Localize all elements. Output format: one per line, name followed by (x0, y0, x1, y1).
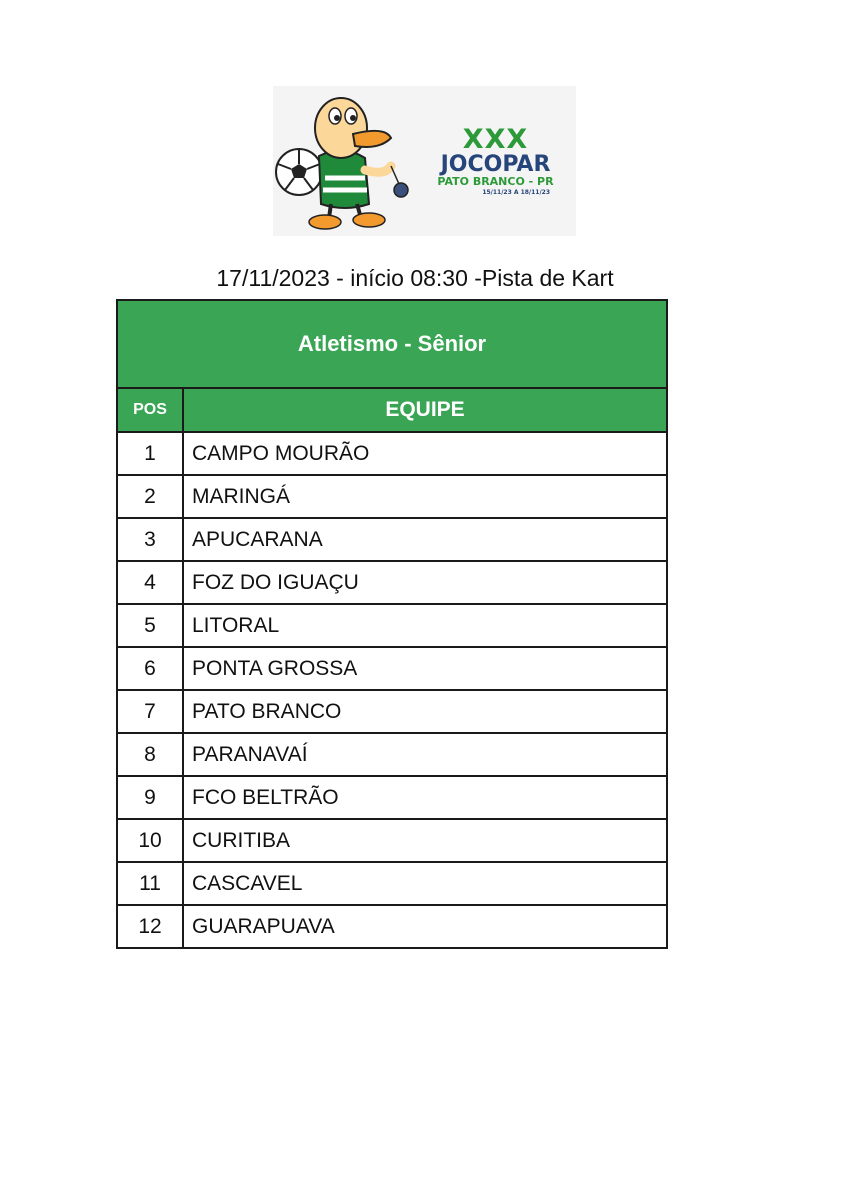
team-cell: CAMPO MOURÃO (183, 432, 667, 475)
position-cell: 7 (117, 690, 183, 733)
table-title-row (117, 300, 667, 388)
table-row (117, 776, 667, 819)
team-cell: PATO BRANCO (183, 690, 667, 733)
logo-roman-numeral: XXX (462, 124, 529, 155)
team-cell: GUARAPUAVA (183, 905, 667, 948)
duck-mascot-icon (273, 86, 423, 236)
position-cell: 2 (117, 475, 183, 518)
table-body (117, 432, 667, 948)
table-row (117, 905, 667, 948)
team-cell: FOZ DO IGUAÇU (183, 561, 667, 604)
team-cell: LITORAL (183, 604, 667, 647)
team-cell: PONTA GROSSA (183, 647, 667, 690)
table-row (117, 862, 667, 905)
table-row (117, 819, 667, 862)
position-cell: 6 (117, 647, 183, 690)
table-row (117, 561, 667, 604)
table-row (117, 518, 667, 561)
team-cell: CASCAVEL (183, 862, 667, 905)
team-cell: CURITIBA (183, 819, 667, 862)
position-cell: 12 (117, 905, 183, 948)
team-cell: FCO BELTRÃO (183, 776, 667, 819)
event-caption: 17/11/2023 - início 08:30 -Pista de Kart (216, 265, 614, 291)
team-cell: MARINGÁ (183, 475, 667, 518)
position-cell: 5 (117, 604, 183, 647)
position-cell: 8 (117, 733, 183, 776)
column-header-team: EQUIPE (183, 388, 667, 432)
table-row (117, 647, 667, 690)
table-row (117, 432, 667, 475)
logo-text (423, 126, 568, 197)
position-cell: 9 (117, 776, 183, 819)
results-table (116, 299, 668, 949)
event-logo (273, 86, 576, 236)
table-row (117, 733, 667, 776)
table-row (117, 604, 667, 647)
position-cell: 10 (117, 819, 183, 862)
position-cell: 4 (117, 561, 183, 604)
table-row (117, 475, 667, 518)
table-row (117, 690, 667, 733)
position-cell: 1 (117, 432, 183, 475)
team-cell: APUCARANA (183, 518, 667, 561)
logo-city: PATO BRANCO - PR (437, 175, 554, 188)
team-cell: PARANAVAÍ (183, 733, 667, 776)
position-cell: 11 (117, 862, 183, 905)
logo-event-name: JOCOPAR (440, 152, 551, 177)
position-cell: 3 (117, 518, 183, 561)
table-title: Atletismo - Sênior (117, 300, 667, 388)
logo-dates: 15/11/23 A 18/11/23 (482, 189, 550, 196)
column-header-pos: POS (117, 388, 183, 432)
table-header-row (117, 388, 667, 432)
